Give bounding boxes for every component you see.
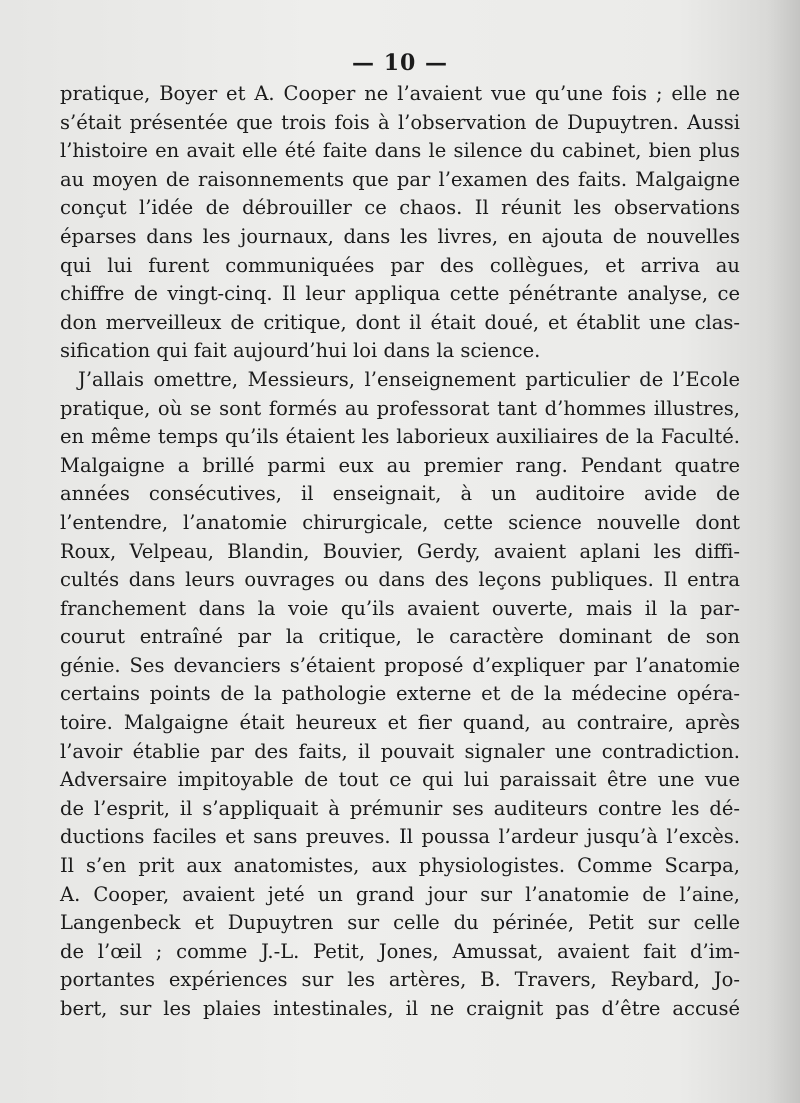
text-line: Malgaigne a brillé parmi eux au premier rang. Pendant quatre [60,453,740,477]
text-line: Langenbeck et Dupuytren sur celle du périnée, Petit sur celle [60,911,740,935]
text-line: toire. Malgaigne était heureux et fier quand, au contraire, après [60,711,740,735]
text-line: conçut l’idée de débrouiller ce chaos. Il réunit les observations [60,196,740,220]
text-line: pratique, Boyer et A. Cooper ne l’avaient vue qu’une fois ; elle ne [60,82,740,105]
text-line: de l’esprit, il s’appliquait à prémunir ses auditeurs contre les dé- [60,796,740,820]
text-line: A. Cooper, avaient jeté un grand jour sur l’anatomie de l’aine, [60,882,740,906]
text-line: s’était présentée que trois fois à l’observation de Dupuytren. Aussi [60,110,740,134]
paragraph [60,366,740,1024]
text-line: sification qui fait aujourd’hui loi dans la science. [60,339,541,363]
text-line: Adversaire impitoyable de tout ce qui lui paraissait être une vue [60,768,740,792]
text-line: en même temps qu’ils étaient les laborieux auxiliaires de la Faculté. [60,425,740,449]
text-line: cultés dans leurs ouvrages ou dans des leçons publiques. Il entra [60,568,740,592]
text-line: certains points de la pathologie externe et de la médecine opéra- [60,682,740,706]
text-line: l’entendre, l’anatomie chirurgicale, cette science nouvelle dont [60,510,740,534]
text-line: de l’œil ; comme J.-L. Petit, Jones, Amussat, avaient fait d’im- [60,939,740,963]
text-line: Il s’en prit aux anatomistes, aux physiologistes. Comme Scarpa, [60,854,740,878]
text-line: pratique, où se sont formés au professorat tant d’hommes illustres, [60,396,740,420]
text-line: portantes expériences sur les artères, B. Travers, Reybard, Jo- [60,968,740,992]
text-line: chiffre de vingt-cinq. Il leur appliqua cette pénétrante analyse, ce [60,282,740,306]
body-text [60,80,740,1024]
paragraph [60,80,740,366]
text-line: qui lui furent communiquées par des collègues, et arriva au [60,253,740,277]
text-line: éparses dans les journaux, dans les livres, en ajouta de nouvelles [60,224,740,248]
text-line: l’avoir établie par des faits, il pouvait signaler une contradiction. [60,739,740,763]
text-line: courut entraîné par la critique, le caractère dominant de son [60,625,740,649]
text-line: au moyen de raisonnements que par l’examen des faits. Malgaigne [60,167,740,191]
text-line: années consécutives, il enseignait, à un auditoire avide de [60,482,740,506]
text-line: franchement dans la voie qu’ils avaient ouverte, mais il la par- [60,596,740,620]
text-line: J’allais omettre, Messieurs, l’enseignement particulier de l’Ecole [78,367,740,391]
text-line: don merveilleux de critique, dont il était doué, et établit une clas- [60,310,740,334]
text-line: l’histoire en avait elle été faite dans le silence du cabinet, bien plus [60,139,740,163]
text-line: bert, sur les plaies intestinales, il ne craignit pas d’être accusé [60,997,740,1020]
text-line: ductions faciles et sans preuves. Il poussa l’ardeur jusqu’à l’excès. [60,825,740,849]
text-line: génie. Ses devanciers s’étaient proposé d’expliquer par l’anatomie [60,653,740,677]
page-number: — 10 — [352,50,448,76]
text-line: Roux, Velpeau, Blandin, Bouvier, Gerdy, avaient aplani les diffi- [60,539,740,563]
